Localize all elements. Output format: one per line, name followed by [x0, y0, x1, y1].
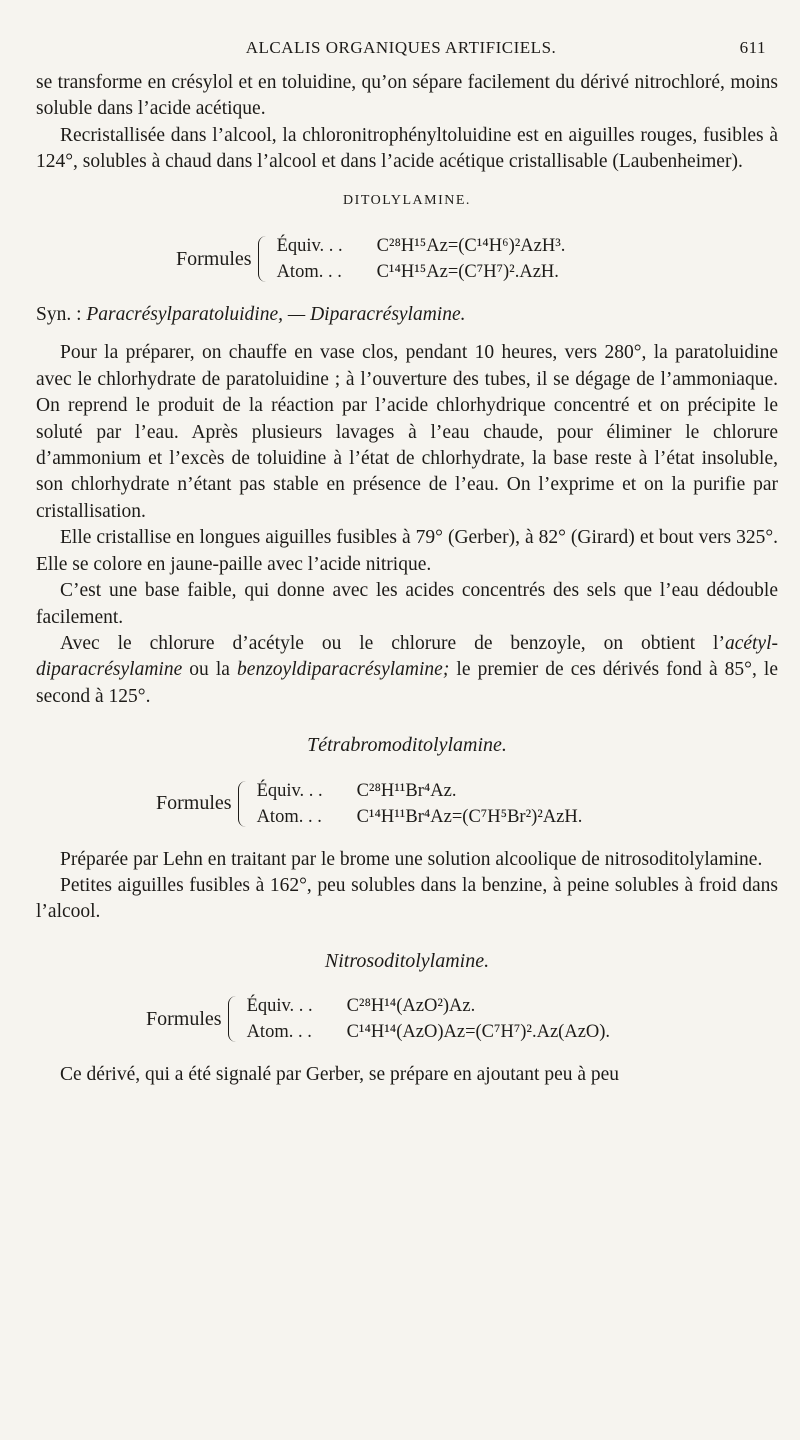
atom-formula: C¹⁴H¹¹Br⁴Az=(C⁷H⁵Br²)²AzH.: [356, 806, 583, 827]
running-header: [36, 38, 766, 62]
equiv-label: Équiv. . .: [246, 996, 313, 1017]
syn-label: Syn. :: [36, 304, 87, 326]
atom-formula: C¹⁴H¹⁵Az=(C⁷H⁷)².AzH.: [376, 262, 559, 283]
page-body: [36, 70, 778, 1089]
equiv-formula: C²⁸H¹⁵Az=(C¹⁴H⁶)²AzH³.: [376, 236, 566, 257]
section-heading-nitroso: Nitrosoditolylamine.: [324, 949, 490, 972]
p6-italic-b: acétyl-diparacrésylamine: [36, 632, 778, 681]
brace-icon: [228, 996, 239, 1042]
p6-text-e: le premier de ces dérivés fond à 85°, le second à 125°.: [36, 659, 778, 707]
formula-label: Formules: [156, 792, 232, 815]
paragraph-7: Préparée par Lehn en traitant par le brome une solution alcoolique de nitrosoditolylamine.: [60, 848, 763, 870]
page-number: 611: [739, 38, 766, 57]
equiv-label: Équiv. . .: [256, 780, 323, 801]
paragraph-2: Recristallisée dans l’alcool, la chloronitrophényltoluidine est en aiguilles rouges, fusibles à 124°, solubles à chaud dans l’alcool et dans l’acide acétique cristallisable (Laubenheimer).: [36, 124, 778, 173]
brace-icon: [258, 236, 269, 282]
p6-text-c: ou la: [182, 659, 238, 681]
formula-block-tetrabromo: [36, 775, 778, 833]
equiv-formula: C²⁸H¹¹Br⁴Az.: [356, 780, 457, 801]
formula-label: Formules: [146, 1007, 222, 1030]
atom-label: Atom. . .: [246, 1022, 312, 1043]
section-heading-ditolylamine: DITOLYLAMINE.: [343, 192, 471, 208]
paragraph-5: C’est une base faible, qui donne avec les acides concentrés des sels que l’eau dédouble facilement.: [36, 580, 778, 628]
atom-label: Atom. . .: [256, 806, 322, 827]
formula-block-ditolylamine: [36, 230, 778, 288]
atom-formula: C¹⁴H¹⁴(AzO)Az=(C⁷H⁷)².Az(AzO).: [346, 1022, 611, 1043]
paragraph-4: Elle cristallise en longues aiguilles fusibles à 79° (Gerber), à 82° (Girard) et bout vers 325°. Elle se colore en jaune-paille avec l’acide nitrique.: [36, 527, 778, 575]
equiv-label: Équiv. . .: [276, 236, 343, 257]
section-heading-tetrabromo: Tétrabromoditolylamine.: [307, 734, 507, 757]
paragraph-3: Pour la préparer, on chauffe en vase clos, pendant 10 heures, vers 280°, la paratoluidine avec le chlorhydrate de paratoluidine ; à l’ouverture des tubes, il se dégage de l’ammoniaque. On reprend le produit de la réaction par l’acide chlorhydrique concentré et on précipite le soluté par l’eau. Après plusieurs lavages à l’eau chaude, pour éliminer le chlorure d’ammonium et l’excès de toluidine à l’état de chlorhydrate, la base reste à l’état insoluble, son chlorhydrate n’étant pas stable en présence de l’eau. On l’exprime et on la purifie par cristallisation.: [36, 342, 778, 522]
equiv-formula: C²⁸H¹⁴(AzO²)Az.: [346, 996, 476, 1017]
formula-block-nitroso: [36, 990, 778, 1048]
formula-label: Formules: [176, 247, 252, 270]
synonyms-line: [36, 302, 778, 328]
brace-icon: [238, 781, 249, 827]
p6-text-a: Avec le chlorure d’acétyle ou le chlorure de benzoyle, on obtient l’: [60, 632, 725, 654]
paragraph-8: Petites aiguilles fusibles à 162°, peu solubles dans la benzine, à peine solubles à froid dans l’alcool.: [36, 874, 778, 923]
paragraph-9: Ce dérivé, qui a été signalé par Gerber, se prépare en ajoutant peu à peu: [60, 1064, 620, 1086]
paragraph-6: [36, 631, 778, 710]
header-title: ALCALIS ORGANIQUES ARTIFICIELS.: [245, 38, 557, 57]
syn-text: Paracrésylparatoluidine, — Diparacrésylamine.: [86, 304, 466, 326]
p6-italic-d: benzoyldiparacrésylamine;: [237, 659, 450, 681]
paragraph-1: se transforme en crésylol et en toluidine, qu’on sépare facilement du dérivé nitrochloré, moins soluble dans l’acide acétique.: [36, 72, 778, 120]
atom-label: Atom. . .: [276, 262, 342, 283]
